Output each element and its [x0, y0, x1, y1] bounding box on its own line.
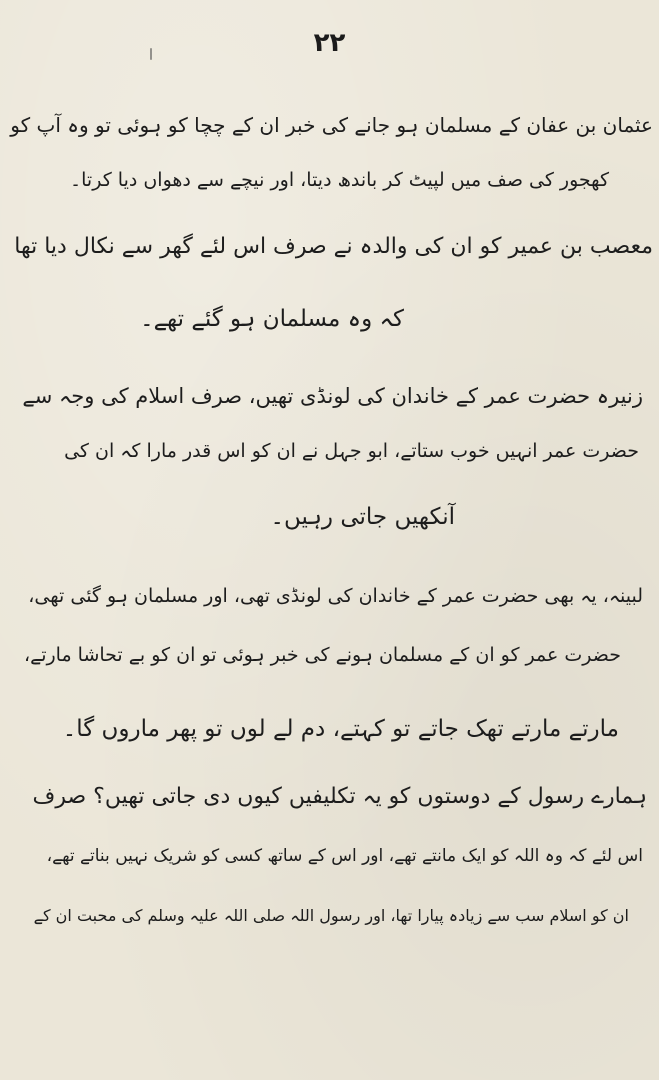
text-line-10: مارتے مارتے تھک جاتے تو کہتے، دم لے لوں تو پھر ماروں گا۔	[62, 716, 619, 742]
page-number: ۲۲	[313, 28, 346, 58]
text-line-12: اس لئے کہ وہ اللہ کو ایک مانتے تھے، اور اس کے ساتھ کسی کو شریک نہیں بناتے تھے،	[46, 846, 643, 866]
text-line-6: حضرت عمر انہیں خوب ستاتے، ابو جہل نے ان کو اس قدر مارا کہ ان کی	[64, 440, 639, 462]
text-line-5: زنیرہ حضرت عمر کے خاندان کی لونڈی تھیں، صرف اسلام کی وجہ سے	[22, 384, 643, 408]
text-line-4: کہ وہ مسلمان ہو گئے تھے۔	[140, 306, 404, 332]
text-line-11: ہمارے رسول کے دوستوں کو یہ تکلیفیں کیوں دی جاتی تھیں؟ صرف	[32, 784, 647, 809]
text-line-1: عثمان بن عفان کے مسلمان ہو جانے کی خبر ان کے چچا کو ہوئی تو وہ آپ کو	[10, 113, 653, 137]
text-line-7: آنکھیں جاتی رہیں۔	[270, 504, 455, 530]
text-line-8: لبینہ، یہ بھی حضرت عمر کے خاندان کی لونڈی تھی، اور مسلمان ہو گئی تھی،	[28, 585, 643, 607]
text-line-3: معصب بن عمیر کو ان کی والدہ نے صرف اس لئے گھر سے نکال دیا تھا	[14, 234, 653, 259]
text-line-9: حضرت عمر کو ان کے مسلمان ہونے کی خبر ہوئی تو ان کو بے تحاشا مارتے،	[23, 644, 621, 666]
text-line-2: کھجور کی صف میں لپیٹ کر باندھ دیتا، اور نیچے سے دھواں دیا کرتا۔	[70, 169, 609, 191]
text-line-13: ان کو اسلام سب سے زیادہ پیارا تھا، اور رسول اللہ صلی اللہ علیہ وسلم کی محبت ان کے	[33, 906, 629, 925]
